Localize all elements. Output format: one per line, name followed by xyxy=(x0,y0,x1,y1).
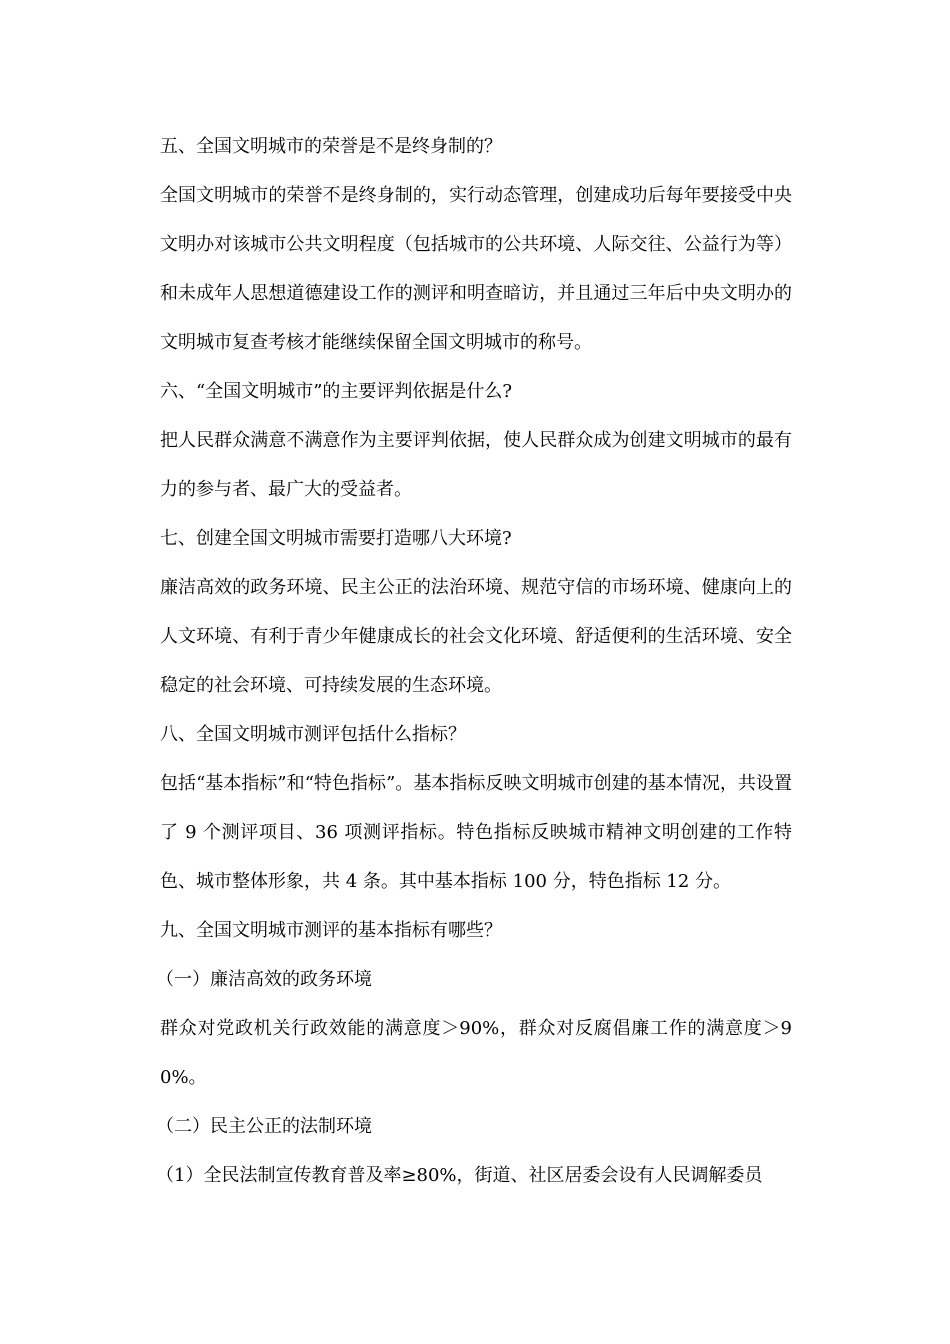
section-heading-7: 七、创建全国文明城市需要打造哪八大环境? xyxy=(160,528,512,549)
section-heading-9: 九、全国文明城市测评的基本指标有哪些？ xyxy=(160,920,502,941)
subheading-2: （二）民主公正的法制环境 xyxy=(156,1116,372,1137)
section-paragraph-6: 把人民群众满意不满意作为主要评判依据，使人民群众成为创建文明城市的最有力的参与者、最广大的受益者。 xyxy=(160,430,792,500)
section-paragraph-9a: 群众对党政机关行政效能的满意度＞90%，群众对反腐倡廉工作的满意度＞90%。 xyxy=(160,1018,792,1088)
section-paragraph-9b: （1）全民法制宣传教育普及率≥80%，街道、社区居委会设有人民调解委员 xyxy=(156,1165,763,1186)
section-heading-8: 八、全国文明城市测评包括什么指标？ xyxy=(160,724,466,745)
section-paragraph-5: 全国文明城市的荣誉不是终身制的，实行动态管理，创建成功后每年要接受中央文明办对该城市公共文明程度（包括城市的公共环境、人际交往、公益行为等）和未成年人思想道德建设工作的测评和明查暗访，并且通过三年后中央文明办的文明城市复查考核才能继续保留全国文明城市的称号。 xyxy=(160,185,792,353)
subheading-1: （一）廉洁高效的政务环境 xyxy=(156,969,372,990)
document-body xyxy=(156,122,792,1200)
section-heading-6: 六、“全国文明城市”的主要评判依据是什么? xyxy=(160,381,513,402)
section-heading-5: 五、全国文明城市的荣誉是不是终身制的？ xyxy=(160,136,502,157)
section-paragraph-7: 廉洁高效的政务环境、民主公正的法治环境、规范守信的市场环境、健康向上的人文环境、有利于青少年健康成长的社会文化环境、舒适便利的生活环境、安全稳定的社会环境、可持续发展的生态环境。 xyxy=(160,577,792,696)
section-paragraph-8: 包括“基本指标”和“特色指标”。基本指标反映文明城市创建的基本情况，共设置了 9 个测评项目、36 项测评指标。特色指标反映城市精神文明创建的工作特色、城市整体形象，共 4 条。其中基本指标 100 分，特色指标 12 分。 xyxy=(160,773,792,892)
